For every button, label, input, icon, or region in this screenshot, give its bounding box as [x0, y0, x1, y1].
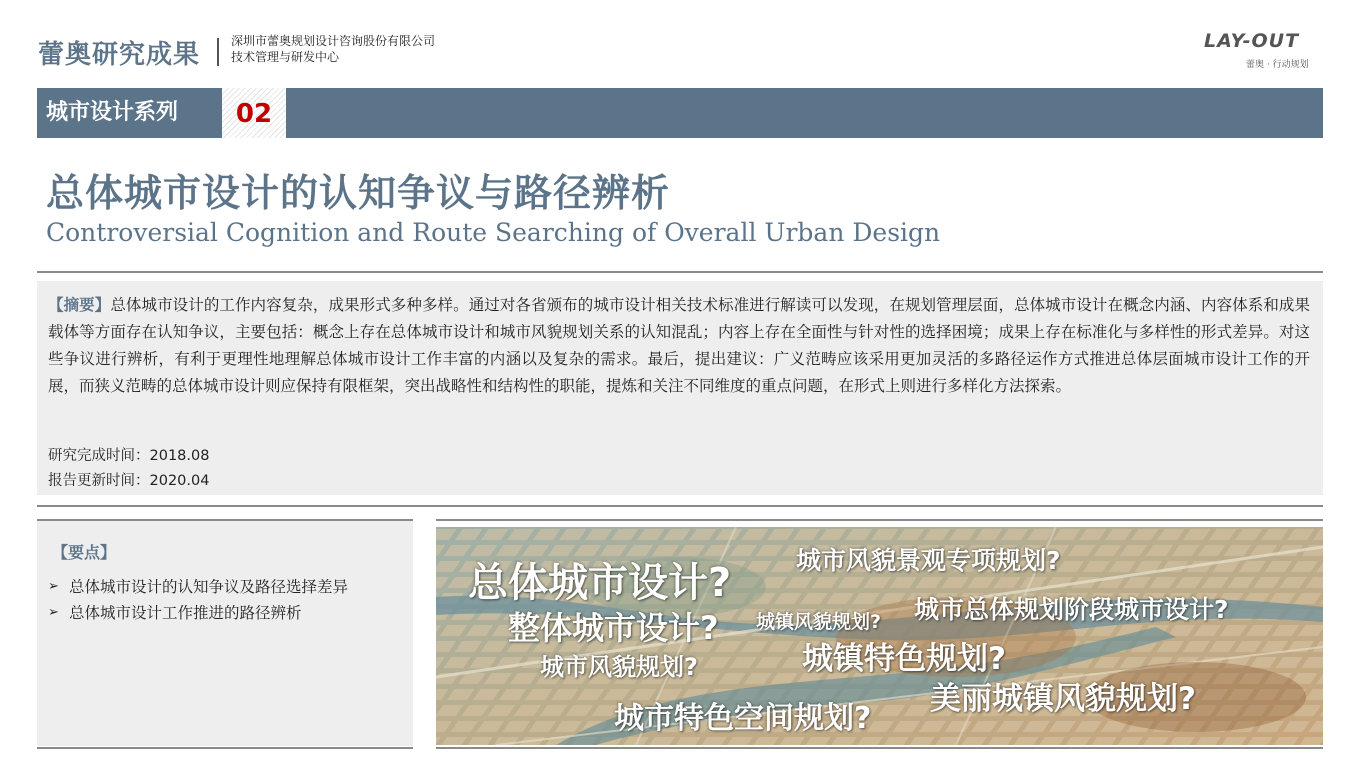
- key-points-heading: 【要点】: [52, 543, 117, 562]
- urban-aerial-image: [436, 527, 1323, 745]
- key-point-item: [48, 600, 348, 626]
- logo-text: LAY-OUT: [1204, 30, 1300, 52]
- image-word: 总体城市设计?: [468, 560, 732, 606]
- key-points-list: [48, 574, 348, 626]
- page-title: 总体城市设计的认知争议与路径辨析: [46, 171, 671, 215]
- updated-date-row: [48, 469, 209, 494]
- arrow-bullet-icon: ➢: [48, 579, 59, 594]
- completed-date-label: 研究完成时间：: [48, 448, 150, 464]
- series-label: 城市设计系列: [37, 88, 218, 138]
- image-word: 城镇风貌规划?: [756, 611, 882, 633]
- abstract-body: [48, 292, 1310, 400]
- department-name: 技术管理与研发中心: [231, 50, 340, 64]
- arrow-bullet-icon: ➢: [48, 605, 59, 620]
- series-number: 02: [235, 99, 273, 129]
- updated-date-label: 报告更新时间：: [48, 473, 150, 489]
- image-word: 城市特色空间规划?: [614, 701, 872, 736]
- image-word: 整体城市设计?: [508, 609, 719, 647]
- image-word: 城镇特色规划?: [802, 641, 1006, 677]
- updated-date-value: 2020.04: [149, 473, 210, 489]
- company-info: [231, 33, 435, 65]
- date-info: [48, 444, 209, 494]
- image-divider-top: [436, 519, 1323, 521]
- image-word: 城市风貌景观专项规划?: [796, 546, 1061, 575]
- abstract-text: 总体城市设计的工作内容复杂，成果形式多种多样。通过对各省颁布的城市设计相关技术标准进行解读可以发现，在规划管理层面，总体城市设计在概念内涵、内容体系和成果载体等方面存在认知争议，主要包括：概念上存在总体城市设计和城市风貌规划关系的认知混乱；内容上存在全面性与针对性的选择困境；成果上存在标准化与多样性的形式差异。对这些争议进行辨析，有利于更理性地理解总体城市设计工作丰富的内涵以及复杂的需求。最后，提出建议：广义范畴应该采用更加灵活的多路径运作方式推进总体层面城市设计工作的开展，而狭义范畴的总体城市设计则应保持有限框架，突出战略性和结构性的职能，提炼和关注不同维度的重点问题，在形式上则进行多样化方法探索。: [48, 296, 1310, 395]
- image-word: 城市总体规划阶段城市设计?: [914, 595, 1229, 624]
- points-divider-bottom: [37, 747, 413, 749]
- key-point-text: 总体城市设计的认知争议及路径选择差异: [69, 578, 349, 596]
- key-point-item: [48, 574, 348, 600]
- image-word: 城市风貌规划?: [540, 653, 698, 681]
- key-point-text: 总体城市设计工作推进的路径辨析: [69, 604, 302, 622]
- completed-date-value: 2018.08: [149, 448, 210, 464]
- image-word: 美丽城镇风貌规划?: [930, 681, 1196, 717]
- layout-logo: [1198, 30, 1323, 72]
- english-title: Controversial Cognition and Route Searching of Overall Urban Design: [46, 218, 941, 247]
- brand-divider: [217, 38, 219, 66]
- title-divider: [37, 271, 1323, 273]
- completed-date-row: [48, 444, 209, 469]
- abstract-divider-top: [37, 505, 1323, 507]
- image-divider-bottom: [436, 747, 1323, 749]
- company-name: 深圳市蕾奥规划设计咨询股份有限公司: [231, 34, 436, 48]
- abstract-tag: 【摘要】: [48, 296, 111, 314]
- brand-title: 蕾奥研究成果: [38, 40, 201, 70]
- logo-subtext: 蕾奥 · 行动规划: [1246, 60, 1309, 70]
